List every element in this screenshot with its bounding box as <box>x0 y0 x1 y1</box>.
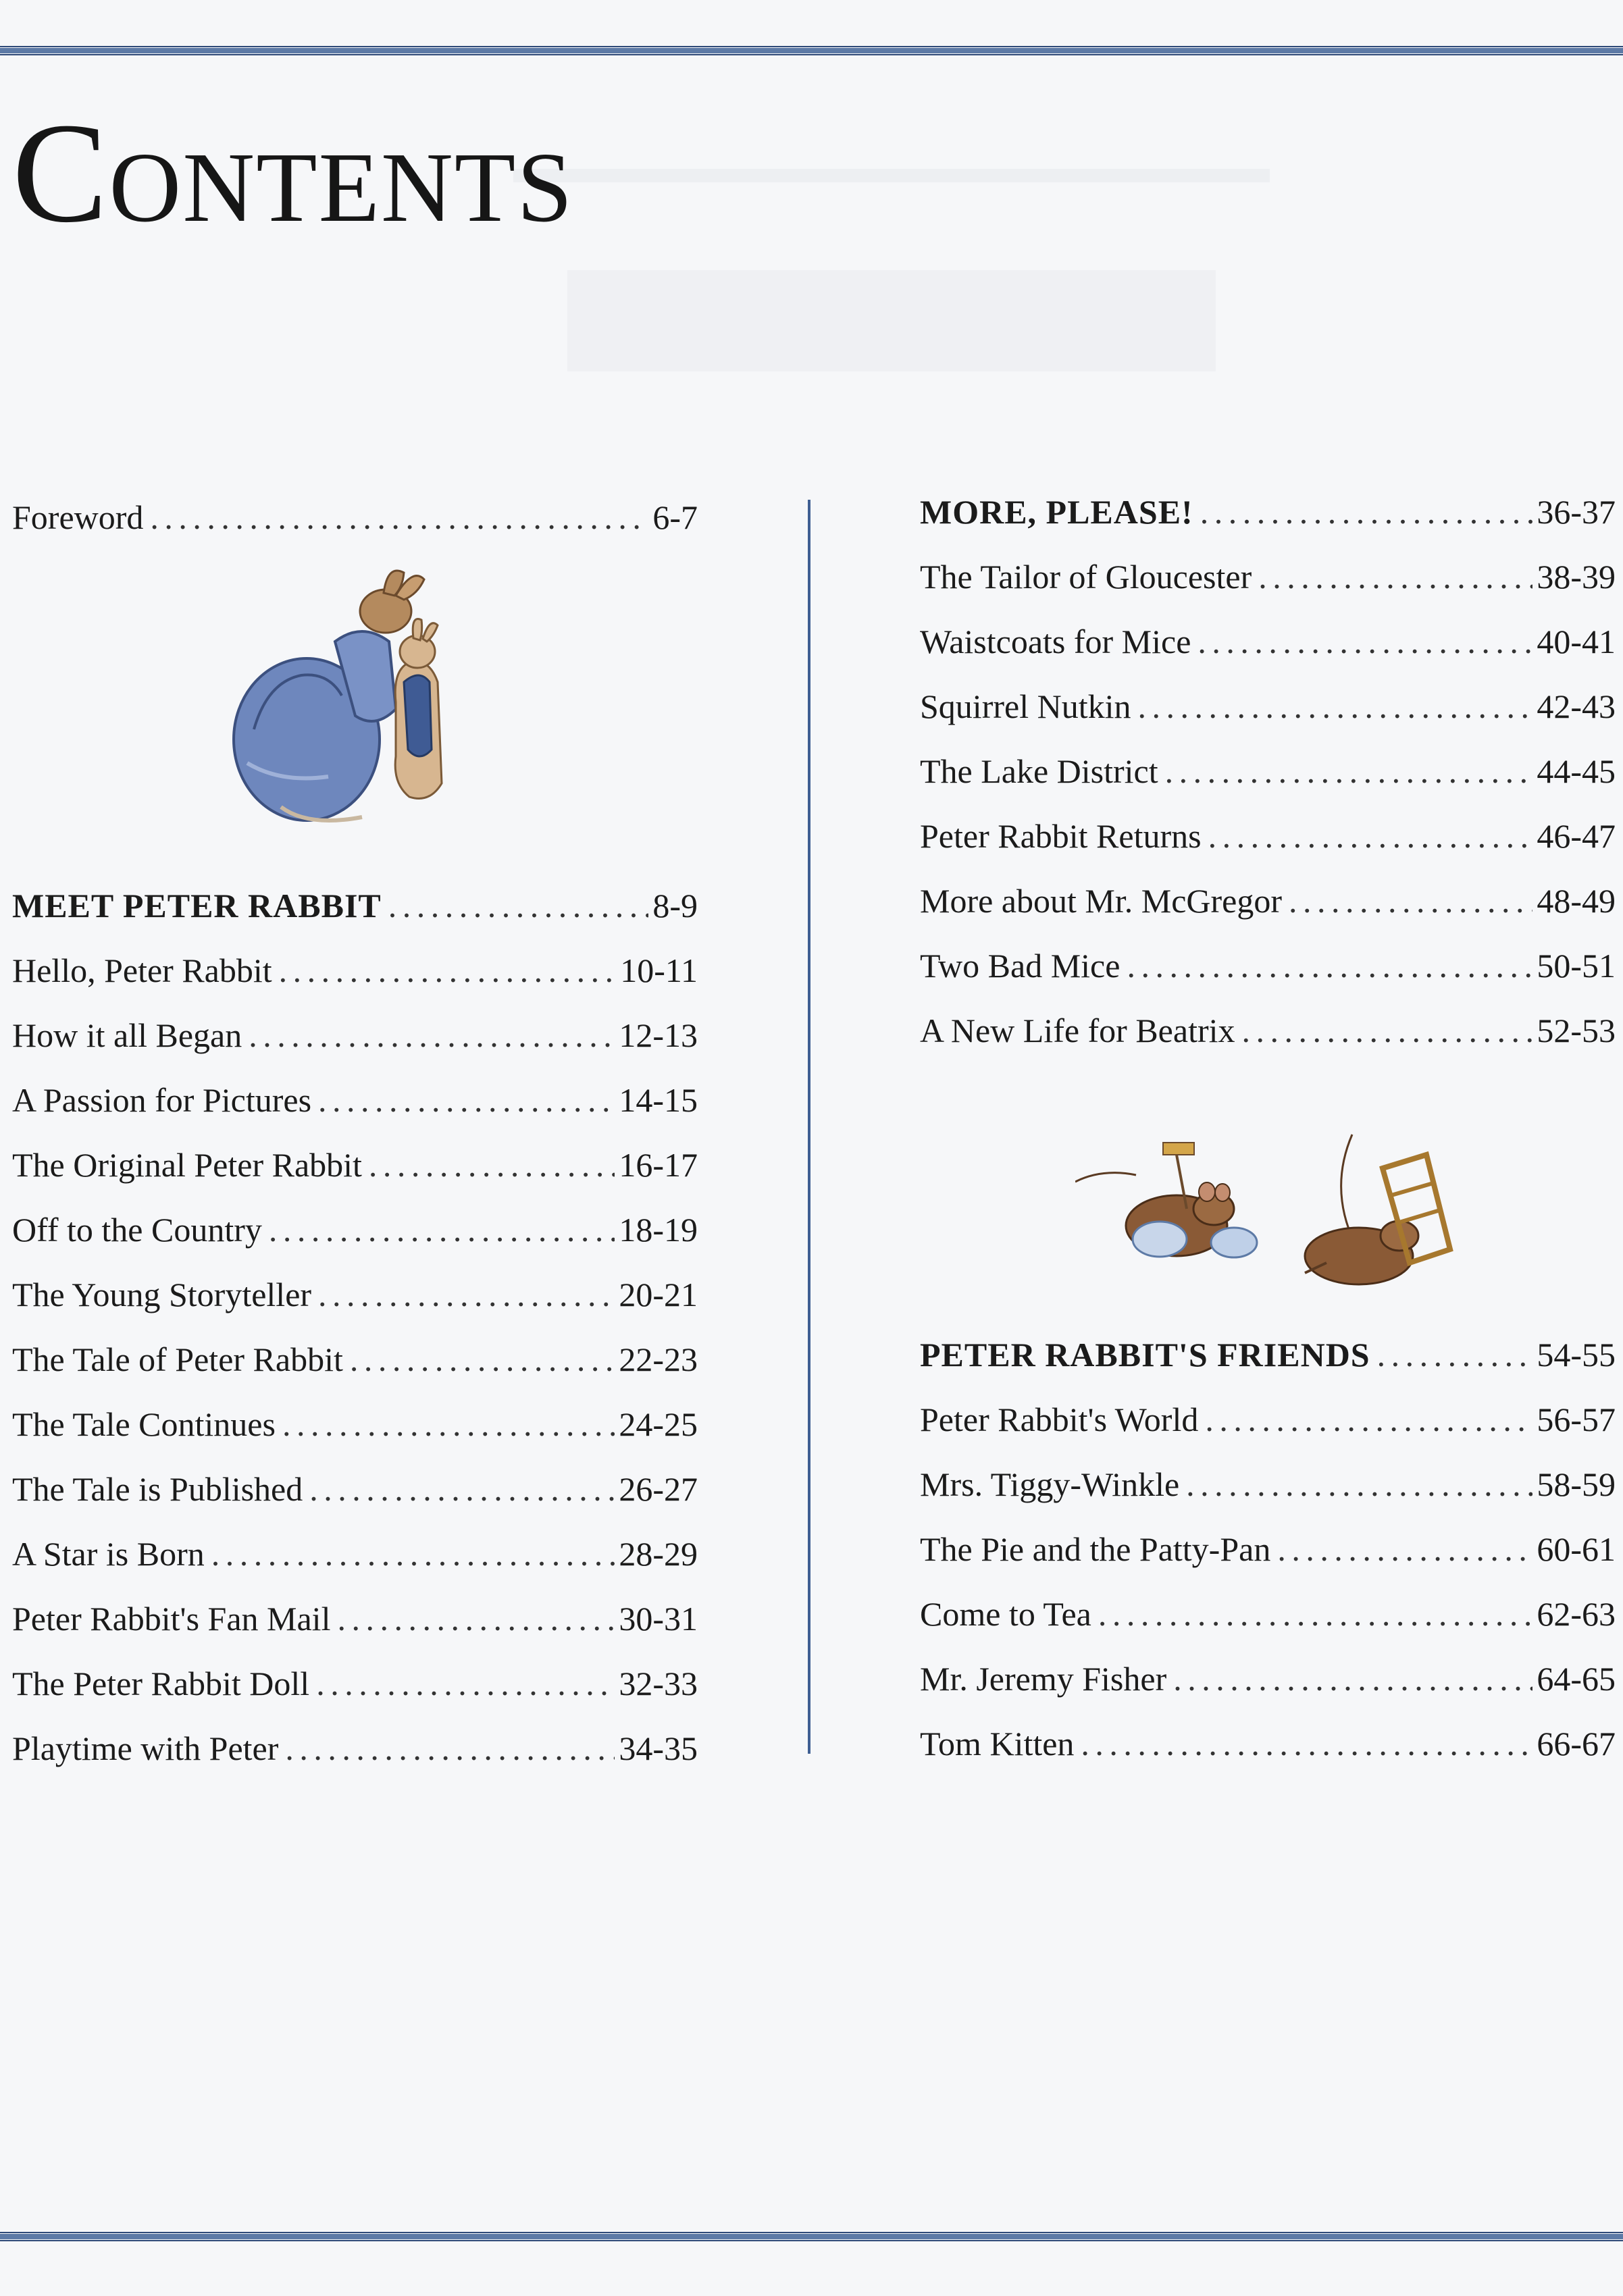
toc-entry-pages: 22-23 <box>619 1340 698 1378</box>
toc-entry[interactable] <box>920 556 1616 598</box>
dot-leader <box>350 1338 615 1380</box>
dot-leader <box>269 1209 615 1251</box>
dot-leader <box>249 1014 615 1056</box>
toc-entry-title: MEET PETER RABBIT <box>12 887 382 924</box>
toc-entry[interactable] <box>920 880 1616 922</box>
rule-edge <box>0 54 1623 55</box>
toc-entry-pages: 20-21 <box>619 1276 698 1313</box>
toc-entry[interactable] <box>12 1727 698 1769</box>
toc-entry-title: Mr. Jeremy Fisher <box>920 1660 1167 1698</box>
toc-entry-pages: 44-45 <box>1537 752 1616 790</box>
two-bad-mice-icon <box>1075 1128 1453 1317</box>
toc-entry-pages: 58-59 <box>1537 1465 1616 1503</box>
dot-leader <box>279 949 617 991</box>
toc-entry-pages: 24-25 <box>619 1405 698 1443</box>
toc-entry-title: A New Life for Beatrix <box>920 1012 1235 1049</box>
toc-entry-title: Peter Rabbit's Fan Mail <box>12 1600 331 1638</box>
toc-entry[interactable] <box>920 621 1616 662</box>
dot-leader <box>1258 556 1532 598</box>
toc-entry-title: Hello, Peter Rabbit <box>12 951 272 989</box>
toc-entry[interactable] <box>920 815 1616 857</box>
dot-leader <box>1081 1723 1532 1765</box>
toc-entry-title: The Original Peter Rabbit <box>12 1146 362 1184</box>
dot-leader <box>1242 1010 1533 1051</box>
dot-leader <box>1377 1334 1533 1376</box>
dot-leader <box>1098 1593 1532 1635</box>
toc-entry-pages: 34-35 <box>619 1729 698 1767</box>
toc-entry[interactable] <box>12 1144 698 1186</box>
toc-entry-title: Waistcoats for Mice <box>920 623 1191 660</box>
dot-leader <box>1277 1528 1532 1570</box>
toc-entry-pages: 16-17 <box>619 1146 698 1184</box>
toc-entry-title: How it all Began <box>12 1016 242 1054</box>
toc-entry-title: The Tale Continues <box>12 1405 276 1443</box>
toc-entry[interactable] <box>12 1403 698 1445</box>
rule-edge <box>0 2232 1623 2233</box>
toc-entry[interactable] <box>12 949 698 991</box>
dot-leader <box>309 1468 615 1510</box>
toc-entry-pages: 54-55 <box>1537 1336 1616 1374</box>
dot-leader <box>1197 621 1532 662</box>
toc-entry[interactable] <box>920 685 1616 727</box>
toc-entry-pages: 12-13 <box>619 1016 698 1054</box>
dot-leader <box>150 496 648 538</box>
dot-leader <box>1186 1463 1532 1505</box>
toc-section-heading[interactable] <box>12 885 698 927</box>
toc-entry-pages: 18-19 <box>619 1211 698 1249</box>
toc-entry-pages: 62-63 <box>1537 1595 1616 1633</box>
dot-leader <box>211 1533 615 1575</box>
toc-entry[interactable] <box>12 1598 698 1640</box>
toc-entry-pages: 52-53 <box>1537 1012 1616 1049</box>
toc-entry[interactable] <box>920 1399 1616 1440</box>
toc-entry-pages: 50-51 <box>1537 947 1616 985</box>
dot-leader <box>369 1144 615 1186</box>
toc-entry[interactable] <box>12 1079 698 1121</box>
toc-entry[interactable] <box>12 1533 698 1575</box>
toc-entry-pages: 40-41 <box>1537 623 1616 660</box>
column-divider <box>808 500 810 1754</box>
toc-entry-title: The Pie and the Patty-Pan <box>920 1530 1271 1568</box>
dot-leader <box>316 1663 615 1704</box>
toc-entry-pages: 8-9 <box>652 887 698 924</box>
toc-entry-title: Squirrel Nutkin <box>920 687 1131 725</box>
rule-edge <box>0 46 1623 47</box>
dot-leader <box>1173 1658 1532 1700</box>
toc-entry[interactable] <box>12 496 698 538</box>
toc-entry-title: Two Bad Mice <box>920 947 1120 985</box>
toc-entry-title: The Young Storyteller <box>12 1276 312 1313</box>
toc-entry[interactable] <box>920 1658 1616 1700</box>
toc-entry[interactable] <box>12 1663 698 1704</box>
toc-entry[interactable] <box>920 1463 1616 1505</box>
rule-edge <box>0 2240 1623 2241</box>
toc-entry[interactable] <box>920 1593 1616 1635</box>
toc-entry[interactable] <box>12 1274 698 1315</box>
toc-section-heading[interactable] <box>920 1334 1616 1376</box>
toc-entry-title: Come to Tea <box>920 1595 1091 1633</box>
dot-leader <box>1289 880 1532 922</box>
toc-entry-title: The Peter Rabbit Doll <box>12 1665 310 1702</box>
rabbit-mother-and-peter-icon <box>227 560 484 844</box>
toc-entry[interactable] <box>920 1010 1616 1051</box>
toc-section-heading[interactable] <box>920 491 1616 533</box>
rule-band <box>0 2234 1623 2239</box>
toc-entry-title: Off to the Country <box>12 1211 262 1249</box>
toc-entry-pages: 32-33 <box>619 1665 698 1702</box>
toc-entry-pages: 48-49 <box>1537 882 1616 920</box>
dot-leader <box>337 1598 615 1640</box>
dot-leader <box>318 1079 615 1121</box>
toc-entry-pages: 6-7 <box>652 498 698 536</box>
dot-leader <box>388 885 649 927</box>
dot-leader <box>318 1274 615 1315</box>
toc-entry[interactable] <box>920 945 1616 987</box>
toc-entry[interactable] <box>920 1723 1616 1765</box>
dot-leader <box>1137 685 1532 727</box>
toc-entry-title: Peter Rabbit's World <box>920 1401 1199 1438</box>
toc-entry-pages: 46-47 <box>1537 817 1616 855</box>
toc-entry[interactable] <box>12 1014 698 1056</box>
toc-entry-pages: 38-39 <box>1537 558 1616 596</box>
page-title: Contents <box>12 93 574 252</box>
toc-entry-pages: 36-37 <box>1537 493 1616 531</box>
rule-band <box>0 48 1623 53</box>
toc-entry-title: More about Mr. McGregor <box>920 882 1282 920</box>
toc-entry-title: The Lake District <box>920 752 1158 790</box>
toc-entry-title: A Star is Born <box>12 1535 205 1573</box>
toc-entry-title: Mrs. Tiggy-Winkle <box>920 1465 1180 1503</box>
toc-entry-pages: 56-57 <box>1537 1401 1616 1438</box>
toc-entry-pages: 14-15 <box>619 1081 698 1119</box>
toc-entry-title: Peter Rabbit Returns <box>920 817 1202 855</box>
toc-entry-pages: 28-29 <box>619 1535 698 1573</box>
toc-entry-title: The Tailor of Gloucester <box>920 558 1252 596</box>
toc-entry-title: A Passion for Pictures <box>12 1081 312 1119</box>
toc-entry-title: MORE, PLEASE! <box>920 493 1193 531</box>
show-through-ghost-text <box>486 128 1297 452</box>
top-border-rule <box>0 46 1623 55</box>
toc-entry-pages: 64-65 <box>1537 1660 1616 1698</box>
dot-leader <box>1165 750 1533 792</box>
toc-entry-pages: 30-31 <box>619 1600 698 1638</box>
bottom-border-rule <box>0 2232 1623 2241</box>
toc-entry-title: The Tale of Peter Rabbit <box>12 1340 343 1378</box>
toc-entry-title: Playtime with Peter <box>12 1729 279 1767</box>
dot-leader <box>1208 815 1533 857</box>
toc-entry-title: Tom Kitten <box>920 1725 1075 1763</box>
dot-leader <box>282 1403 615 1445</box>
toc-entry[interactable] <box>12 1209 698 1251</box>
dot-leader <box>1127 945 1532 987</box>
toc-entry-title: Foreword <box>12 498 144 536</box>
toc-entry[interactable] <box>920 750 1616 792</box>
toc-entry-pages: 42-43 <box>1537 687 1616 725</box>
toc-entry-pages: 66-67 <box>1537 1725 1616 1763</box>
toc-entry-pages: 26-27 <box>619 1470 698 1508</box>
toc-entry-title: PETER RABBIT'S FRIENDS <box>920 1336 1370 1374</box>
toc-entry[interactable] <box>920 1528 1616 1570</box>
dot-leader <box>285 1727 615 1769</box>
dot-leader <box>1205 1399 1532 1440</box>
dot-leader <box>1200 491 1533 533</box>
toc-entry-pages: 10-11 <box>620 951 698 989</box>
toc-entry-pages: 60-61 <box>1537 1530 1616 1568</box>
toc-entry[interactable] <box>12 1338 698 1380</box>
toc-entry[interactable] <box>12 1468 698 1510</box>
toc-entry-title: The Tale is Published <box>12 1470 303 1508</box>
